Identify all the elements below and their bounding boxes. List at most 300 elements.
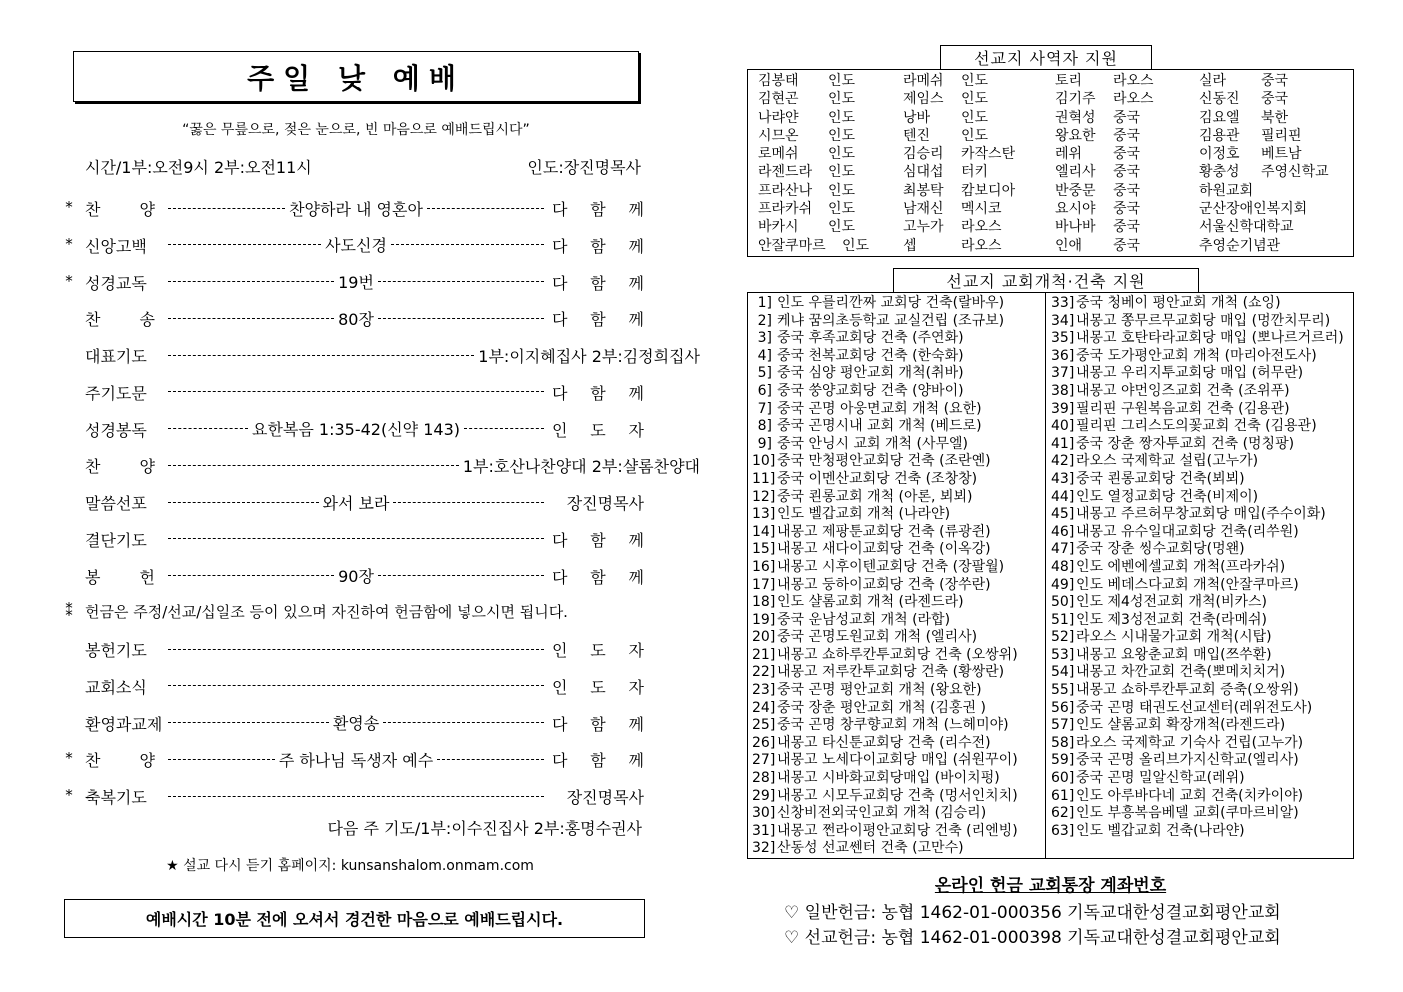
church-item-text: 인도 아루바다네 교회 건축(치카이야) [1076,787,1304,804]
church-item-number: 46] [1051,523,1075,540]
order-label: 축복기도 [85,788,147,807]
church-item-number: 26] [752,734,776,751]
order-content [164,748,548,770]
order-row [58,300,644,337]
church-item-number: 11] [752,470,776,487]
church-item-number: 14] [752,523,776,540]
church-item-number: 33] [1051,295,1075,311]
church-item-number: 37] [1051,365,1075,382]
missionary-name: 김봉태 [758,73,799,89]
order-label: 대표기도 [85,347,147,366]
order-label: 봉헌기도 [85,641,147,660]
church-item-number: 8] [757,418,772,435]
order-row [58,227,644,264]
church-item-text: 산동성 선교쎈터 건축 (고만수) [777,840,964,857]
order-label: 찬 송 [85,310,155,330]
church-item-text: 내몽고 저루칸투교회당 건축 (황쌍란) [777,664,1005,681]
church-item-number: 10] [752,453,776,470]
order-row [58,337,700,374]
missionary-name: 황충성 [1199,164,1240,181]
church-item-number: 41] [1051,435,1075,452]
church-item-text: 중국 심양 평안교회 개척(취바) [777,365,964,382]
missionary-country: 중국 [1113,219,1141,236]
missionary-name: 김승리 [903,146,944,163]
missionary-name: 반중문 [1055,182,1096,199]
church-item-number: 22] [752,664,776,681]
missionary-country: 인도 [828,219,856,236]
service-time-row [85,155,641,177]
missionary-name: 셉 [903,237,917,254]
order-content-text: 요한복음 1:35-42(신약 143) [252,420,460,439]
order-leader: 인 도 자 [552,641,644,660]
church-item-number: 63] [1051,822,1075,839]
missionary-country: 라오스 [1113,91,1154,108]
church-item-number: 47] [1051,541,1075,558]
order-content [164,712,548,734]
order-row [58,668,644,705]
order-row [58,484,644,521]
church-item-number: 49] [1051,576,1075,593]
church-item-number: 2] [757,312,772,329]
church-item-text: 인도 제4성전교회 개척(비카스) [1076,594,1268,611]
church-item-text: 중국 이멘산교회당 건축 (조창창) [777,470,978,487]
missionary-name: 실라 [1199,73,1227,89]
church-item-number: 54] [1051,664,1075,681]
order-leader: 다 함 께 [552,383,644,403]
church-item-number: 6] [757,382,772,399]
missionary-name: 레위 [1055,146,1083,163]
church-item-number: 40] [1051,418,1075,435]
church-item-number: 20] [752,629,776,646]
missionary-country: 터키 [961,164,989,181]
church-support-box [747,292,1354,859]
missionary-name: 라젠드라 [758,164,813,181]
order-content-text: 주 하나님 독생자 예수 [278,750,434,770]
order-row [58,447,700,484]
church-item-number: 58] [1051,734,1075,751]
church-item-number: 42] [1051,453,1075,470]
online-offering-title-text: 온라인 헌금 교회통장 계좌번호 [934,876,1167,896]
missionary-name: 바카시 [758,219,799,236]
missionary-country: 중국 [1113,182,1141,199]
church-item-number: 3] [757,330,772,347]
required-standing-mark: * [65,271,73,290]
required-standing-mark: * [65,234,73,253]
order-leader: 장진명목사 [566,494,644,513]
order-row [58,558,644,595]
church-item-number: 34] [1051,312,1075,329]
missionary-name: 프라카쉬 [758,201,813,218]
order-leader: 다 함 께 [552,310,644,330]
missionary-name: 바나바 [1055,219,1096,236]
missionary-name: 낭바 [903,109,931,126]
missionary-country: 북한 [1261,109,1289,126]
church-item-text: 인도 샬롬교회 확장개척(라젠드라) [1076,717,1286,734]
missionary-name: 로메쉬 [758,146,799,163]
church-item-number: 36] [1051,347,1075,364]
church-item-text: 인도 부흥복음베델 교회(쿠마르비알) [1076,805,1299,822]
church-item-text: 중국 쑹양교회당 건축 (양바이) [777,382,964,399]
missionary-name: 텐진 [903,127,931,144]
missionary-name: 심대섭 [903,164,944,181]
order-content-text: 와서 보라 [322,493,390,513]
order-content [164,307,548,329]
church-item-number: 53] [1051,646,1075,663]
church-item-text: 내몽고 우리지투교회당 매입 (허무란) [1076,365,1304,382]
church-item-text: 인도 벨갑교회 건축(나라얀) [1076,822,1245,839]
church-item-number: 32] [752,840,776,857]
church-support-title: 선교지 교회개척·건축 지원 [893,268,1199,293]
missionary-country: 인도 [828,146,856,163]
order-leader: 다 함 께 [552,714,644,734]
missionary-name: 신동진 [1199,91,1240,108]
church-item-text: 중국 도가평안교회 개척 (마리아전도사) [1076,347,1317,364]
sermon-replay-link: ★ 설교 다시 듣기 홈페이지: kunsanshalom.onmam.com [166,858,534,874]
order-leader: 다 함 께 [552,200,644,219]
church-item-number: 45] [1051,506,1075,523]
church-item-number: 43] [1051,470,1075,487]
church-item-number: 19] [752,611,776,628]
church-item-number: 52] [1051,629,1075,646]
church-item-text: 중국 운남성교회 개척 (라합) [777,611,951,628]
missionary-country: 인도 [828,127,856,144]
church-item-number: 1] [757,295,772,311]
order-row [58,264,644,301]
missionary-name: 토리 [1055,73,1083,89]
order-label: 찬 양 [85,457,155,477]
church-item-number: 30] [752,805,776,822]
church-item-text: 내몽고 주르허무창교회당 매입(주수이화) [1076,506,1326,523]
church-item-text: 중국 장춘 짱자투교회 건축 (멍칭팡) [1076,435,1295,452]
church-item-text: 내몽고 새다이교회당 건축 (이옥강) [777,541,991,558]
church-item-text: 중국 곤명 아웅면교회 개척 (요한) [777,400,982,417]
church-item-number: 18] [752,594,776,611]
order-content [164,454,700,476]
church-item-text: 중국 장춘 평안교회 개척 (김홍권 ) [777,699,986,716]
order-leader: 다 함 께 [552,751,644,771]
church-item-text: 중국 천복교회당 건축 (한숙화) [777,347,964,364]
required-standing-mark: * [65,786,73,804]
church-item-text: 라오스 국제학교 설립(고누가) [1076,453,1259,470]
order-label: 주기도문 [85,383,147,403]
missionary-name: 김용관 [1199,127,1240,144]
order-content [164,528,548,550]
order-label: 찬 양 [85,200,155,219]
missionary-country: 인도 [961,127,989,144]
church-item-number: 59] [1051,752,1075,769]
missionary-country: 중국 [1261,91,1289,108]
missionary-country: 중국 [1113,146,1141,163]
page-title: 주일 낮 예배 [247,61,465,95]
missionary-name: 추영순기념관 [1199,237,1281,254]
church-item-text: 필리핀 구원복음교회 건축 (김용관) [1076,400,1290,417]
church-item-number: 55] [1051,682,1075,699]
order-content-text: 사도신경 [325,236,387,256]
required-standing-mark: ⁑ [65,602,73,621]
missionary-name: 김현곤 [758,91,799,108]
missionary-name: 이정호 [1199,146,1240,163]
missionary-country: 카작스탄 [961,146,1016,163]
page-title-box [73,51,639,102]
general-offering-label: ♡ 일반헌금 [784,903,871,923]
missionary-name: 인애 [1055,237,1083,254]
missionary-name: 남재신 [903,201,944,218]
order-content-text: 환영송 [332,714,380,733]
church-item-text: 중국 쾬롱교회 개척 (아론, 뵈뵈) [777,488,973,505]
church-item-number: 61] [1051,787,1075,804]
missionary-name: 제임스 [903,91,944,108]
church-item-text: 내몽고 제팡툰교회당 건축 (류광쥔) [777,523,991,540]
missionary-country: 라오스 [1113,73,1154,89]
missionary-support-box [747,69,1354,257]
order-row [58,594,644,631]
church-item-number: 9] [757,435,772,452]
service-time: 시간/1부:오전9시 2부:오전11시 [85,158,312,177]
order-content [164,418,548,440]
church-item-text: 내몽고 쩐라이평안교회당 건축 (리엔빙) [777,822,1018,839]
missionary-country: 필리핀 [1261,127,1302,144]
missionary-name: 김요엘 [1199,109,1240,126]
church-item-number: 21] [752,646,776,663]
missionary-country: 중국 [1113,237,1141,254]
order-content [164,491,548,513]
missionary-country: 멕시코 [961,201,1002,218]
order-content [164,197,548,219]
missionary-country: 베트남 [1261,146,1302,163]
order-label: 신앙고백 [85,236,147,256]
church-item-text: 중국 곤명 밀알신학교(레위) [1076,770,1245,787]
order-content-text: 찬양하라 내 영혼아 [289,199,423,219]
church-item-number: 5] [757,365,772,382]
order-content [164,381,548,403]
missionary-country: 인도 [828,182,856,199]
church-item-text: 케냐 꿈의초등학교 교실건립 (조규보) [777,312,1005,329]
church-item-text: 인도 에벤에셀교회 개척(프라카쉬) [1076,558,1286,575]
order-row [58,741,644,778]
church-item-text: 중국 곤명도원교회 개척 (엘리사) [777,629,978,646]
order-leader: 장진명목사 [566,788,644,807]
next-week-prayer: 다음 주 기도/1부:이수진집사 2부:홍명수권사 [327,819,642,838]
missionary-name: 왕요한 [1055,127,1096,144]
order-content-text: 1부:이지혜집사 2부:김정희집사 [478,346,700,366]
church-item-text: 중국 곤명 창쿠향교회 개척 (느헤미야) [777,717,1009,734]
order-row [58,521,644,558]
missionary-country: 라오스 [961,219,1002,236]
church-item-number: 27] [752,752,776,769]
general-offering-account [784,898,1281,923]
church-item-number: 44] [1051,488,1075,505]
order-label: 찬 양 [85,751,155,771]
order-row [58,411,644,448]
church-item-number: 25] [752,717,776,734]
church-item-number: 35] [1051,330,1075,347]
church-item-number: 39] [1051,400,1075,417]
order-label: 성경교독 [85,273,147,293]
order-content [164,785,548,807]
church-item-text: 라오스 국제학교 기숙사 건립(고누가) [1076,734,1304,751]
church-item-number: 28] [752,770,776,787]
order-note: 헌금은 주정/선교/십일조 등이 있으며 자진하여 헌금함에 넣으시면 됩니다. [85,603,568,622]
church-item-text: 인도 우를리깐짜 교회당 건축(랄바우) [777,295,1005,311]
church-item-number: 38] [1051,382,1075,399]
order-leader: 다 함 께 [552,530,644,550]
mission-offering-label: ♡ 선교헌금 [784,928,871,948]
order-content [164,344,700,366]
missionary-name: 프라산나 [758,182,813,199]
order-label: 환영과교제 [85,714,163,734]
missionary-country: 인도 [828,164,856,181]
missionary-name: 엘리사 [1055,164,1096,181]
church-item-text: 라오스 시내물가교회 개척(시탑) [1076,629,1272,646]
missionary-name: 하원교회 [1199,182,1254,199]
church-item-text: 내몽고 쫑무르무교회당 매입 (멍깐치무리) [1076,312,1331,329]
missionary-country: 캄보디아 [961,182,1016,199]
mission-offering-number: : 농협 1462-01-000398 기독교대한성결교회평안교회 [870,928,1281,948]
church-item-text: 중국 만청평안교회당 건축 (조란옌) [777,453,991,470]
church-item-number: 7] [757,400,772,417]
order-content-text: 19번 [338,273,374,292]
missionary-name: 권혁성 [1055,109,1096,126]
church-item-text: 중국 후족교회당 건축 (주연화) [777,330,964,347]
order-content [164,675,548,697]
church-item-number: 15] [752,541,776,558]
order-label: 결단기도 [85,530,147,550]
missionary-name: 안잘쿠마르 [758,237,826,254]
required-standing-mark: * [65,749,73,768]
order-leader: 다 함 께 [552,567,644,587]
church-item-number: 29] [752,787,776,804]
church-item-text: 필리핀 그리스도의꽃교회 건축 (김용관) [1076,418,1317,435]
missionary-country: 인도 [828,201,856,218]
church-item-number: 31] [752,822,776,839]
missionary-country: 인도 [961,91,989,108]
church-item-text: 내몽고 시후이텐교회당 건축 (장팔월) [777,558,1005,575]
church-item-text: 내몽고 야먼잉즈교회 건축 (조위푸) [1076,382,1290,399]
church-item-number: 56] [1051,699,1075,716]
missionary-country: 중국 [1113,127,1141,144]
church-item-number: 50] [1051,594,1075,611]
motto: “꿇은 무릎으로, 젖은 눈으로, 빈 마음으로 예배드립시다” [182,122,530,138]
church-item-number: 4] [757,347,772,364]
order-content-text: 90장 [338,567,374,586]
missionary-country: 인도 [842,237,870,254]
missionary-name: 김기주 [1055,91,1096,108]
missionary-name: 라메쉬 [903,73,944,89]
order-row [58,778,644,815]
church-item-text: 신창비전외국인교회 개척 (김승리) [777,805,987,822]
missionary-country: 인도 [961,73,989,89]
church-item-text: 내몽고 쇼하루칸투교회당 건축 (오쌍위) [777,646,1018,663]
church-item-number: 12] [752,488,776,505]
missionary-name: 고누가 [903,219,944,236]
missionary-country: 인도 [828,109,856,126]
order-label: 봉 헌 [85,567,155,587]
church-column-divider [1045,292,1046,859]
missionary-country: 인도 [961,109,989,126]
order-content-text: 80장 [338,309,374,329]
order-row [58,374,644,411]
order-leader: 다 함 께 [552,236,644,256]
church-item-text: 중국 곤명시내 교회 개척 (베드로) [777,418,982,435]
missionary-country: 중국 [1113,109,1141,126]
church-item-number: 60] [1051,770,1075,787]
church-item-text: 내몽고 시모두교회당 건축 (멍서인치치) [777,787,1018,804]
church-item-text: 내몽고 요왕춘교회 매입(쯔쑤환) [1076,646,1272,663]
church-item-number: 51] [1051,611,1075,628]
church-item-text: 중국 장춘 씽수교회당(멍왠) [1076,541,1245,558]
church-item-text: 내몽고 타신툰교회당 건축 (리수전) [777,734,991,751]
order-content [164,234,548,256]
church-item-text: 중국 곤명 태권도선교센터(레위전도사) [1076,699,1313,716]
church-item-text: 내몽고 유수일대교회당 건축(리쑤원) [1076,523,1299,540]
church-item-number: 13] [752,506,776,523]
missionary-name: 요시야 [1055,201,1096,218]
church-item-text: 내몽고 쇼하루칸투교회 증축(오쌍위) [1076,682,1299,699]
church-item-text: 중국 곤명 올리브가지신학교(엘리사) [1076,752,1299,769]
church-item-text: 내몽고 둥하이교회당 건축 (장쑤란) [777,576,991,593]
church-item-number: 62] [1051,805,1075,822]
missionary-support-title: 선교지 사역자 지원 [940,45,1152,70]
missionary-country: 라오스 [961,237,1002,254]
missionary-country: 중국 [1113,164,1141,181]
service-leader: 인도:장진명목사 [527,158,641,177]
church-item-text: 내몽고 노세다이교회당 매입 (쉬원꾸이) [777,752,1018,769]
order-leader: 인 도 자 [552,677,644,697]
church-item-text: 중국 안닝시 교회 개척 (사무엘) [777,435,969,452]
church-item-text: 인도 벨갑교회 개척 (나라얀) [777,506,951,523]
order-leader: 다 함 께 [552,273,644,293]
church-item-text: 중국 청베이 평안교회 개척 (쇼잉) [1076,295,1281,311]
church-item-text: 중국 쾬롱교회당 건축(뵈뵈) [1076,470,1245,487]
bottom-notice: 예배시간 10분 전에 오셔서 경건한 마음으로 예배드립시다. [64,899,645,938]
order-row [58,190,644,227]
church-item-text: 중국 곤명 평안교회 개척 (왕요한) [777,682,982,699]
order-row [58,705,644,742]
order-label: 성경봉독 [85,420,147,440]
order-content-text: 1부:호산나찬양대 2부:샬롬찬양대 [462,456,700,476]
church-item-text: 내몽고 시바화교회당매입 (바이치펑) [777,770,1000,787]
order-content [164,638,548,660]
missionary-name: 나랴얀 [758,109,799,126]
church-item-number: 48] [1051,558,1075,575]
church-item-text: 내몽고 호탄타라교회당 매입 (뽀나르거르러) [1076,330,1344,347]
missionary-name: 서울신학대학교 [1199,219,1294,236]
general-offering-number: : 농협 1462-01-000356 기독교대한성결교회평안교회 [870,903,1281,923]
church-item-text: 인도 샬롬교회 개척 (라젠드라) [777,594,964,611]
missionary-name: 최봉탁 [903,182,944,199]
missionary-country: 중국 [1261,73,1289,89]
missionary-name: 시므온 [758,127,799,144]
missionary-country: 인도 [828,73,856,89]
order-content [164,565,548,587]
required-standing-mark: * [65,198,73,216]
order-label: 말씀선포 [85,494,147,513]
missionary-name: 군산장애인복지회 [1199,201,1308,218]
church-item-text: 인도 베데스다교회 개척(안잘쿠마르) [1076,576,1299,593]
church-item-number: 24] [752,699,776,716]
church-item-text: 내몽고 차깐교회 건축(뽀메치치거) [1076,664,1286,681]
church-item-text: 인도 열정교회당 건축(비제이) [1076,488,1259,505]
church-item-number: 57] [1051,717,1075,734]
order-content [164,271,548,293]
online-offering-title [747,871,1354,896]
order-leader: 인 도 자 [552,420,644,440]
missionary-country: 중국 [1113,201,1141,218]
order-row [58,631,644,668]
church-item-text: 인도 제3성전교회 건축(라메쉬) [1076,611,1268,628]
mission-offering-account [784,923,1281,948]
worship-order [58,190,700,815]
